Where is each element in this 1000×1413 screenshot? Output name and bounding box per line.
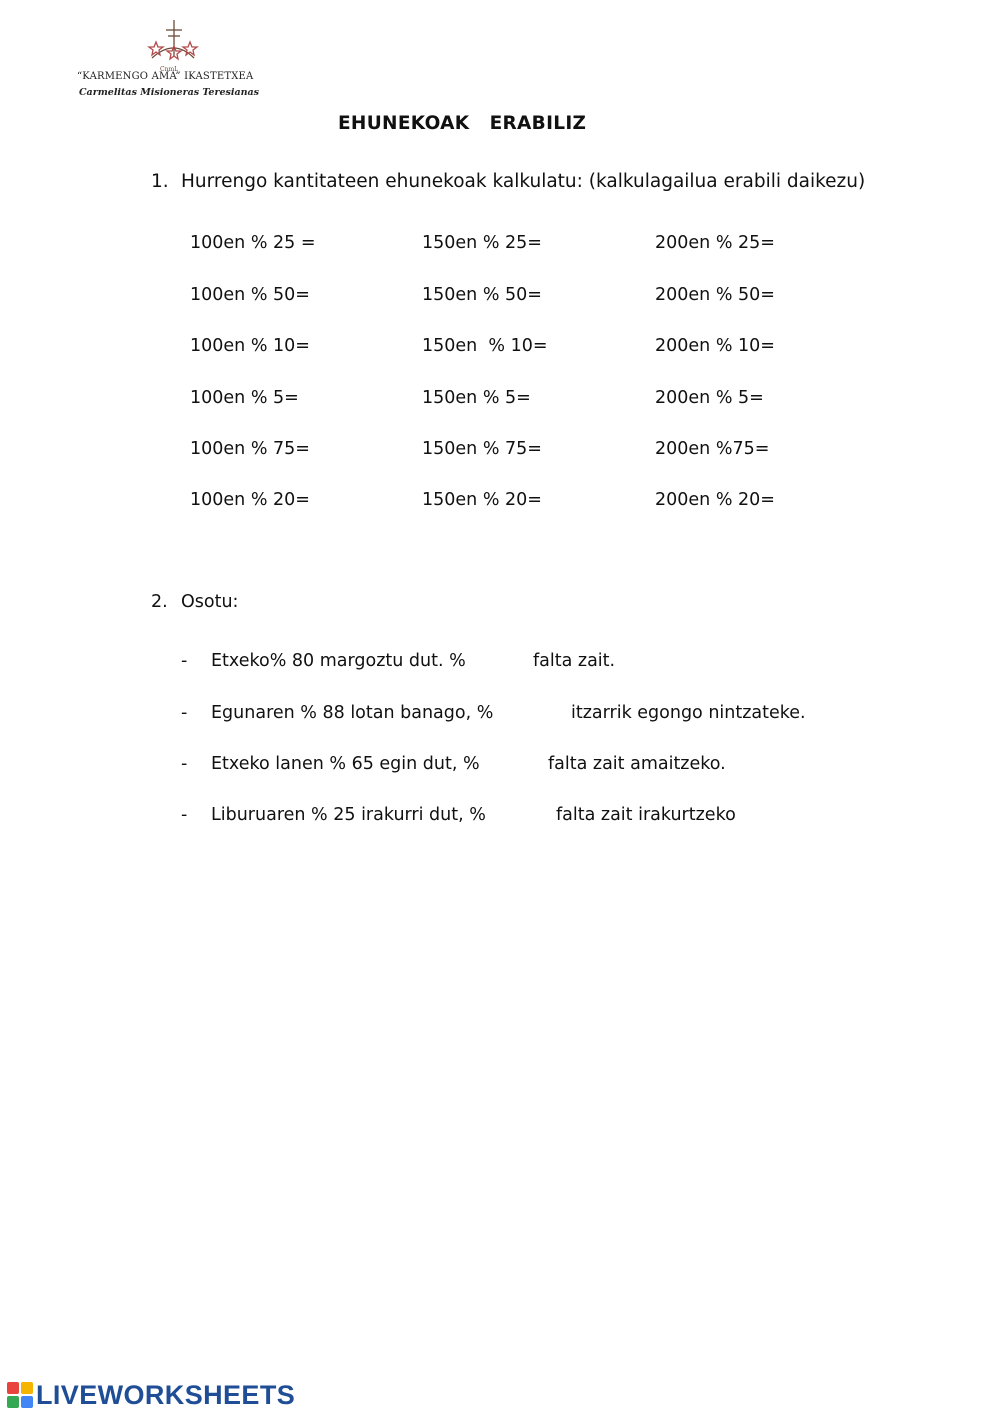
exercise1-cell: 150en % 5= (422, 388, 531, 408)
exercise1-instruction: Hurrengo kantitateen ehunekoak kalkulatu: (kalkulagailua erabili daikezu) (181, 171, 866, 192)
brand-name: LIVEWORKSHEETS (36, 1379, 296, 1410)
school-subtitle: Carmelitas Misioneras Teresianas (79, 87, 260, 98)
exercise1-cell: 200en % 25= (655, 233, 775, 253)
exercise1-cell: 200en % 20= (655, 490, 775, 510)
list-item-text: Liburuaren % 25 irakurri dut, % (211, 805, 486, 825)
list-item-dash: - (181, 651, 188, 671)
exercise1-cell: 100en % 20= (190, 490, 310, 510)
exercise1-cell: 200en %75= (655, 439, 770, 459)
exercise1-cell: 200en % 10= (655, 336, 775, 356)
school-name: “KARMENGO AMA” IKASTETXEA (77, 71, 254, 82)
exercise1-cell: 100en % 75= (190, 439, 310, 459)
list-item-text: falta zait. (533, 651, 616, 671)
exercise1-cell: 150en % 25= (422, 233, 542, 253)
list-item-text: Etxeko lanen % 65 egin dut, % (211, 754, 480, 774)
exercise1-cell: 100en % 5= (190, 388, 299, 408)
exercise1-cell: 100en % 50= (190, 285, 310, 305)
page-title: EHUNEKOAK ERABILIZ (338, 113, 587, 134)
exercise1-cell: 100en % 25 = (190, 233, 316, 253)
exercise1-cell: 200en % 5= (655, 388, 764, 408)
list-item-dash: - (181, 805, 188, 825)
list-item-text: itzarrik egongo nintzateke. (571, 703, 806, 723)
exercise1-cell: 150en % 75= (422, 439, 542, 459)
list-item-text: falta zait irakurtzeko (556, 805, 736, 825)
list-item-text: falta zait amaitzeko. (548, 754, 726, 774)
list-item-dash: - (181, 703, 188, 723)
exercise1-cell: 200en % 50= (655, 285, 775, 305)
exercise1-cell: 150en % 20= (422, 490, 542, 510)
liveworksheets-badge-icon (6, 1381, 34, 1409)
exercise2-instruction: Osotu: (181, 592, 239, 612)
exercise1-cell: 150en % 50= (422, 285, 542, 305)
exercise1-cell: 150en % 10= (422, 336, 548, 356)
exercise1-cell: 100en % 10= (190, 336, 310, 356)
liveworksheets-brand[interactable] (6, 1380, 295, 1410)
logo-caption: CnmL (160, 66, 179, 73)
list-item-text: Etxeko% 80 margoztu dut. % (211, 651, 466, 671)
list-item-text: Egunaren % 88 lotan banago, % (211, 703, 494, 723)
exercise1-number: 1. (151, 171, 169, 192)
list-item-dash: - (181, 754, 188, 774)
exercise2-number: 2. (151, 592, 168, 612)
school-logo-icon (138, 16, 200, 78)
